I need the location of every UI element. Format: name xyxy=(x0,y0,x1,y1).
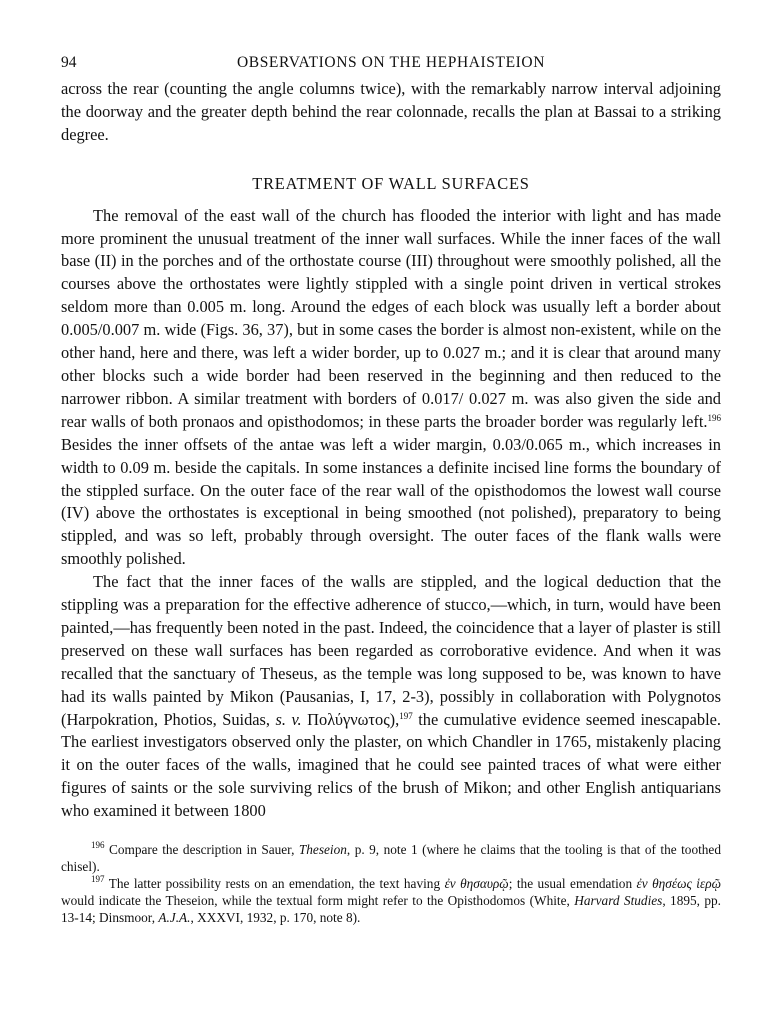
footnote-196 xyxy=(61,841,721,875)
footnote-text: The latter possibility rests on an emendation, the text having xyxy=(104,876,445,892)
footnote-text: , p. 9, note 1 (where he claims that the tooling is that of the toothed chisel). xyxy=(61,842,721,875)
page-number: 94 xyxy=(61,54,77,71)
footnote-ref-196[interactable]: 196 xyxy=(707,412,721,423)
paragraph-text: The fact that the inner faces of the walls are stippled, and the logical deduction that the stippling was a preparation for the effective adherence of stucco,—which, in turn, would have been painted,—has frequently been noted in the past. Indeed, the coincidence that a layer of plaster is still preserved on these wall surfaces has been regarded as corroborative evidence. And when it was recalled that the sanctuary of Theseus, as the temple was long supposed to be, was known to have had its walls painted by Mikon (Pausanias, I, 17, 2-3), possibly in collaboration with Polygnotos (Harpokration, Photios, Suidas, xyxy=(61,572,721,729)
footnote-number: 196 xyxy=(91,840,105,851)
greek-text: Πολύγνωτος), xyxy=(301,709,400,729)
paragraph-wall-treatment xyxy=(61,205,721,572)
paragraph-text: the cumulative evidence seemed inescapable. The earliest investigators observed only the plaster, on which Chandler in 1765, mistakenly placing it on the outer faces of the walls, imagined that he could see painted traces of what were either figures of saints or the sole surviving relics of the brush of Mikon; and other English antiquarians who examined it between 1800 xyxy=(61,709,722,821)
footnote-text: would indicate the Theseion, while the textual form might refer to the Opisthodomos (White, xyxy=(61,893,575,909)
page-header xyxy=(61,52,721,78)
footnote-number: 197 xyxy=(91,874,105,885)
paragraph-continued: across the rear (counting the angle columns twice), with the remarkably narrow interval adjoining the doorway and the greater depth behind the rear colonnade, recalls the plan at Bassai to a striking degree. xyxy=(61,79,721,144)
footnote-ref-197[interactable]: 197 xyxy=(399,710,413,721)
italic-journal: Harvard Studies xyxy=(574,893,663,909)
running-title: OBSERVATIONS ON THE HEPHAISTEION xyxy=(236,54,546,71)
italic-title: Theseion xyxy=(298,842,347,858)
italic-journal: A.J.A. xyxy=(158,910,191,926)
paragraph-text: The removal of the east wall of the church has flooded the interior with light and has made more prominent the unusual treatment of the inner wall surfaces. While the inner faces of the wall base (II) in the porches and of the orthostate course (III) throughout were smoothly polished, all the courses above the orthostates were lightly stippled with a single point driven in vertical strokes seldom more than 0.005 m. long. Around the edges of each block was usually left a border about 0.005/0.007 m. wide (Figs. 36, 37), but in some cases the border is almost non-existent, while on the other hand, here and there, was left a wider border, up to 0.027 m.; and it is clear that around many other blocks such a wide border had been reserved in the beginning and then reduced to the narrower ribbon. A similar treatment with borders of 0.017/ 0.027 m. was also given the side and rear walls of both pronaos and opisthodomos; in these parts the broader border was regularly left. xyxy=(61,205,721,431)
footnote-text: ; the usual emendation xyxy=(508,876,637,892)
footnote-text: , 1895, pp. 13-14; Dinsmoor, xyxy=(61,893,721,926)
section-heading: TREATMENT OF WALL SURFACES xyxy=(252,173,530,193)
page xyxy=(61,52,721,926)
footnotes xyxy=(61,841,721,926)
greek-text: ἐν θησέως ἱερῷ xyxy=(636,876,721,892)
italic-sv: s. v. xyxy=(275,709,302,729)
main-text xyxy=(61,78,721,823)
paragraph-text: Besides the inner offsets of the antae was left a wider margin, 0.03/0.065 m., which increases in width to 0.09 m. beside the capitals. In some instances a definite incised line forms the boundary of the stippled surface. On the outer face of the rear wall of the opisthodomos the lowest wall course (IV) above the orthostates is exceptional in being smoothed (not polished), preparatory to being stippled, and was so left, probably through oversight. The outer faces of the flank walls were smoothly polished. xyxy=(61,434,721,569)
greek-text: ἐν θησαυρῷ xyxy=(444,876,509,892)
footnote-text: Compare the description in Sauer, xyxy=(104,842,299,858)
paragraph-stippling xyxy=(61,571,721,823)
footnote-text: , XXXVI, 1932, p. 170, note 8). xyxy=(190,910,361,926)
footnote-197 xyxy=(61,875,721,926)
